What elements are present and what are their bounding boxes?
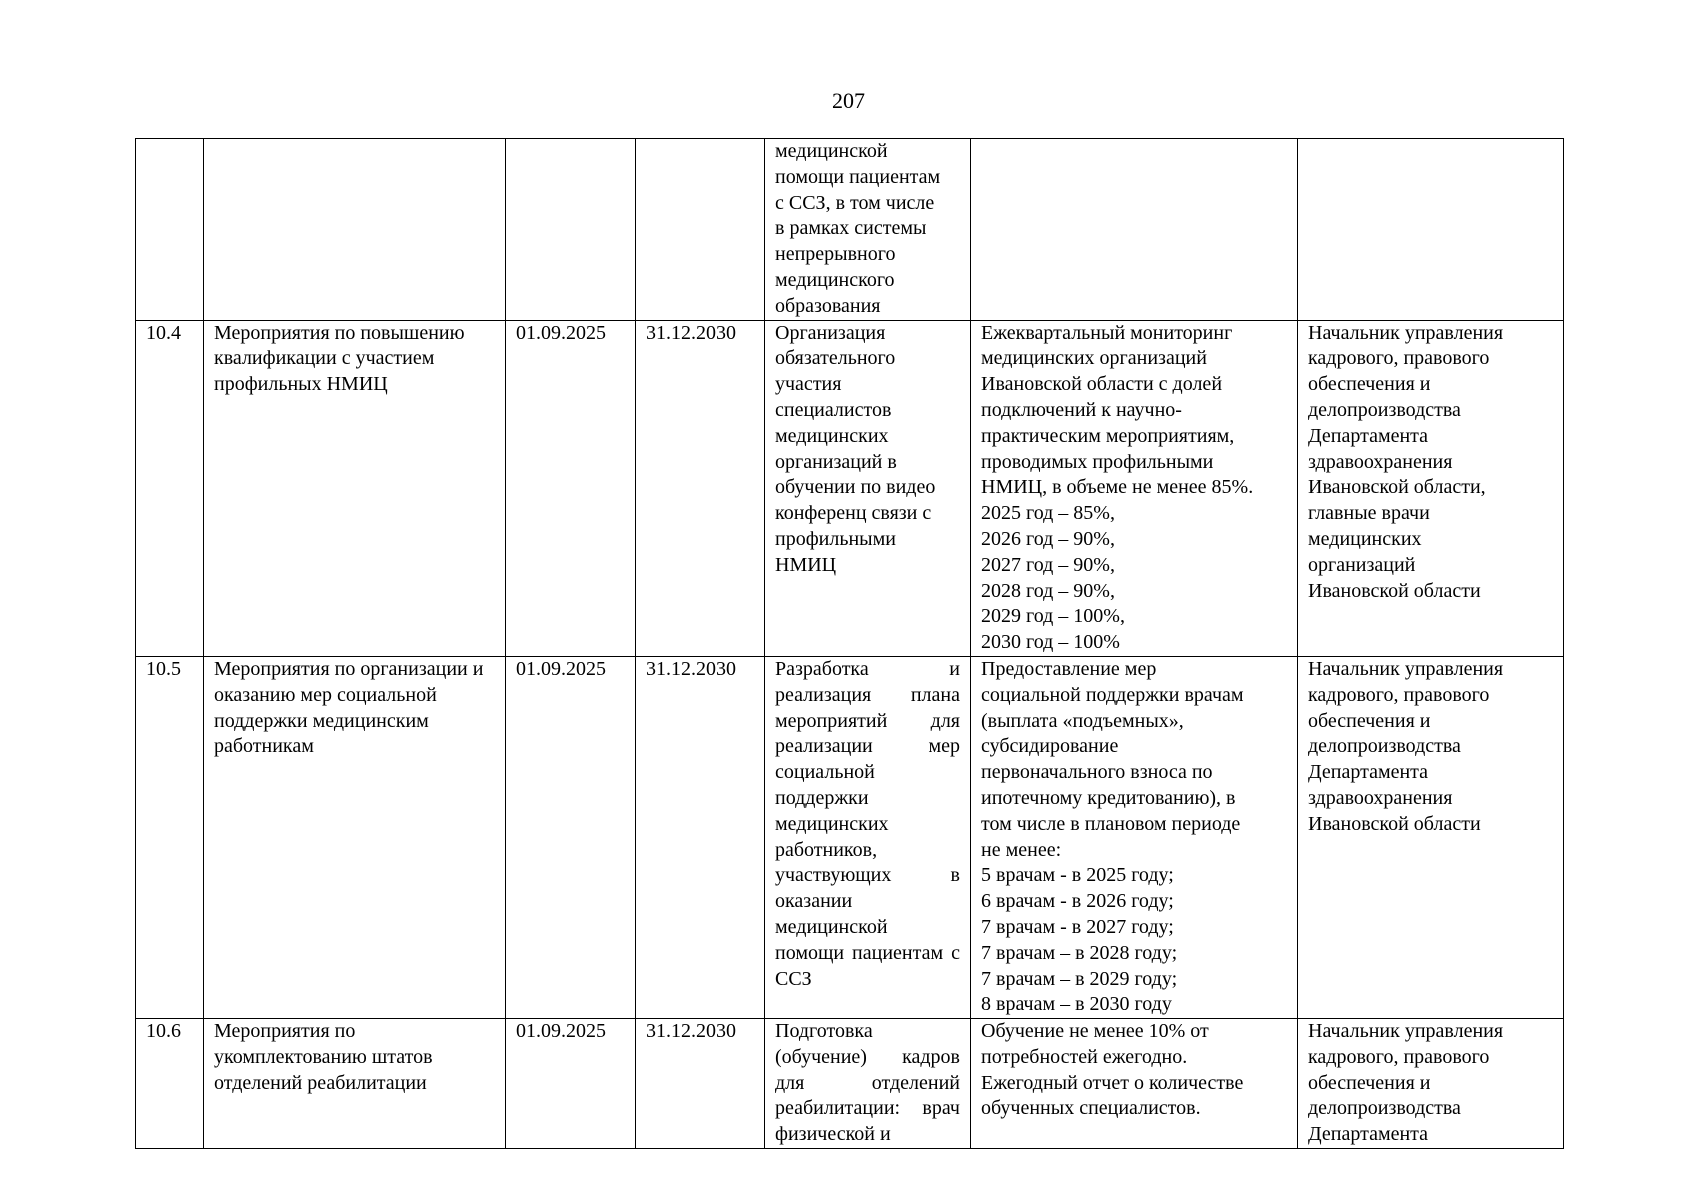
measures-table	[135, 138, 1564, 1149]
end-date-cell: 31.12.2030	[636, 320, 765, 656]
indicator-cell: Обучение не менее 10% от потребностей ежегодно. Ежегодный отчет о количестве обученных специалистов.	[971, 1019, 1298, 1149]
row-number-cell	[136, 139, 204, 321]
measure-name-cell: Мероприятия по укомплектованию штатов отделений реабилитации	[204, 1019, 506, 1149]
end-date-cell	[636, 139, 765, 321]
table-row	[136, 656, 1564, 1018]
table-row	[136, 320, 1564, 656]
measure-name-cell: Мероприятия по повышению квалификации с участием профильных НМИЦ	[204, 320, 506, 656]
measure-name-cell	[204, 139, 506, 321]
action-cell: медицинской помощи пациентам с ССЗ, в том числе в рамках системы непрерывного медицинского образования	[765, 139, 971, 321]
start-date-cell: 01.09.2025	[506, 320, 636, 656]
page-number: 207	[832, 88, 865, 113]
table-row	[136, 1019, 1564, 1149]
action-cell: Организация обязательного участия специалистов медицинских организаций в обучении по видео конференц связи с профильными НМИЦ	[765, 320, 971, 656]
end-date-cell: 31.12.2030	[636, 1019, 765, 1149]
table-row	[136, 139, 1564, 321]
start-date-cell: 01.09.2025	[506, 1019, 636, 1149]
measure-name-cell: Мероприятия по организации и оказанию мер социальной поддержки медицинским работникам	[204, 656, 506, 1018]
action-cell: Разработка и реализация плана мероприятий для реализации мер социальной поддержки медицинских работников, участвующих в оказании медицинской помощи пациентам с ССЗ	[765, 656, 971, 1018]
responsible-cell: Начальник управления кадрового, правового обеспечения и делопроизводства Департамента здравоохранения Ивановской области, главные врачи медицинских организаций Ивановской области	[1298, 320, 1564, 656]
start-date-cell	[506, 139, 636, 321]
responsible-cell: Начальник управления кадрового, правового обеспечения и делопроизводства Департамента	[1298, 1019, 1564, 1149]
end-date-cell: 31.12.2030	[636, 656, 765, 1018]
indicator-cell: Ежеквартальный мониторинг медицинских организаций Ивановской области с долей подключений к научно- практическим мероприятиям, проводимых профильными НМИЦ, в объеме не менее 85%. 2025 год – 85%, 2026 год – 90%, 2027 год – 90%, 2028 год – 90%, 2029 год – 100%, 2030 год – 100%	[971, 320, 1298, 656]
action-cell: Подготовка (обучение) кадров для отделений реабилитации: врач физической и	[765, 1019, 971, 1149]
responsible-cell: Начальник управления кадрового, правового обеспечения и делопроизводства Департамента здравоохранения Ивановской области	[1298, 656, 1564, 1018]
indicator-cell	[971, 139, 1298, 321]
indicator-cell: Предоставление мер социальной поддержки врачам (выплата «подъемных», субсидирование первоначального взноса по ипотечному кредитованию), в том числе в плановом периоде не менее: 5 врачам - в 2025 году; 6 врачам - в 2026 году; 7 врачам - в 2027 году; 7 врачам – в 2028 году; 7 врачам – в 2029 году; 8 врачам – в 2030 году	[971, 656, 1298, 1018]
row-number-cell: 10.6	[136, 1019, 204, 1149]
start-date-cell: 01.09.2025	[506, 656, 636, 1018]
row-number-cell: 10.5	[136, 656, 204, 1018]
row-number-cell: 10.4	[136, 320, 204, 656]
responsible-cell	[1298, 139, 1564, 321]
